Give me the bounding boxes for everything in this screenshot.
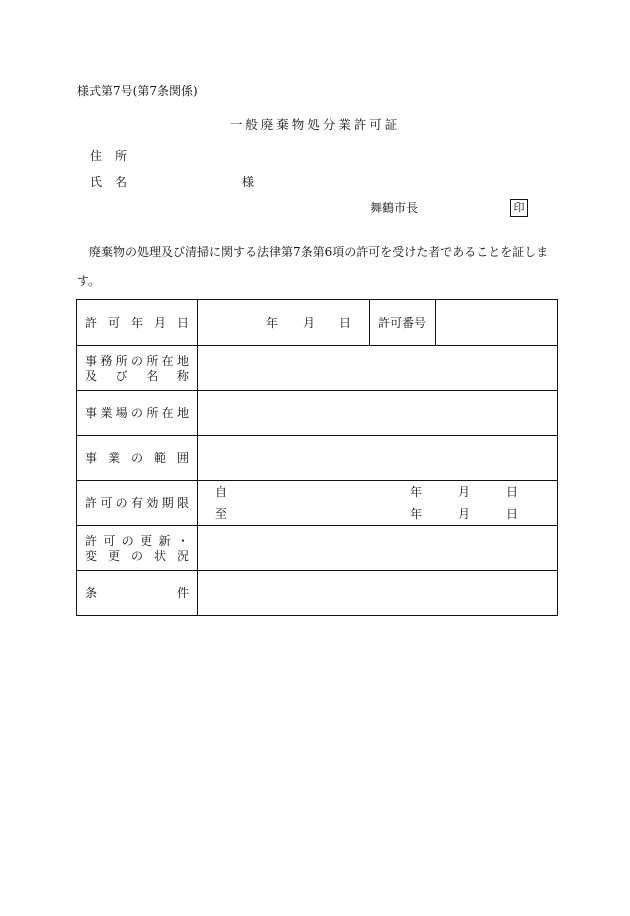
business-scope-label xyxy=(85,451,189,466)
char: 効 xyxy=(146,496,159,510)
char: 可 xyxy=(107,316,120,330)
char: の xyxy=(121,534,134,548)
permit-number-label: 許可番号 xyxy=(378,316,427,330)
address-label: 住所 xyxy=(90,149,141,163)
name-label: 氏名 xyxy=(90,175,141,189)
char: 地 xyxy=(176,354,189,368)
char: 状 xyxy=(153,549,166,563)
char: 事 xyxy=(85,451,98,465)
char: 件 xyxy=(176,586,189,600)
conditions-label xyxy=(85,586,189,601)
validity-from: 自 xyxy=(215,485,228,499)
char: 在 xyxy=(161,406,174,420)
document-title: 一般廃棄物処分業許可証 xyxy=(229,117,401,132)
validity-to-month: 月 xyxy=(458,507,471,521)
form-number: 様式第7号(第7条関係) xyxy=(77,84,198,98)
char: 許 xyxy=(85,496,98,510)
char: の xyxy=(115,496,128,510)
char: 更 xyxy=(140,534,153,548)
seal-box: 印 xyxy=(510,199,528,217)
char: 務 xyxy=(100,354,113,368)
char: 及 xyxy=(85,369,98,383)
char: 業 xyxy=(107,451,120,465)
validity-from-day: 日 xyxy=(506,485,519,499)
site-location-label xyxy=(85,406,189,421)
char: び xyxy=(115,369,128,383)
char: 可 xyxy=(100,496,113,510)
column-divider xyxy=(369,300,370,345)
validity-to-day: 日 xyxy=(506,507,519,521)
row-divider xyxy=(77,435,557,436)
char: 範 xyxy=(153,451,166,465)
permit-table xyxy=(76,299,558,616)
char: 所 xyxy=(146,354,159,368)
date-day: 日 xyxy=(339,316,352,330)
char: 在 xyxy=(161,354,174,368)
char: 地 xyxy=(176,406,189,420)
char: 有 xyxy=(130,496,143,510)
column-divider xyxy=(435,300,436,345)
char: 囲 xyxy=(176,451,189,465)
char: 名 xyxy=(146,369,159,383)
office-location-label-1 xyxy=(85,354,189,369)
validity-to-year: 年 xyxy=(410,507,423,521)
row-divider xyxy=(77,525,557,526)
char: 況 xyxy=(176,549,189,563)
char: 称 xyxy=(176,369,189,383)
char: 月 xyxy=(153,316,166,330)
char: 日 xyxy=(176,316,189,330)
char: 条 xyxy=(85,586,98,600)
validity-label xyxy=(85,496,189,511)
char: ・ xyxy=(176,534,189,548)
date-year: 年 xyxy=(266,316,279,330)
char: 事 xyxy=(85,354,98,368)
char: の xyxy=(130,354,143,368)
char: 可 xyxy=(103,534,116,548)
row-divider xyxy=(77,570,557,571)
honorific: 様 xyxy=(242,175,255,189)
permit-date-label xyxy=(85,316,189,331)
date-month: 月 xyxy=(303,316,316,330)
certification-statement: 廃棄物の処理及び清掃に関する法律第7条第6項の許可を受けた者であることを証します。 xyxy=(77,245,549,288)
issuer-mayor: 舞鶴市長 xyxy=(370,201,419,215)
renewal-label-2 xyxy=(85,549,189,564)
char: 事 xyxy=(85,406,98,420)
validity-from-year: 年 xyxy=(410,485,423,499)
char: 年 xyxy=(130,316,143,330)
row-divider xyxy=(77,480,557,481)
column-divider xyxy=(197,300,198,615)
validity-from-month: 月 xyxy=(458,485,471,499)
char: 所 xyxy=(115,354,128,368)
office-location-label-2 xyxy=(85,369,189,384)
renewal-label-1 xyxy=(85,534,189,549)
char: 限 xyxy=(176,496,189,510)
char: の xyxy=(130,451,143,465)
char: の xyxy=(130,549,143,563)
char: 更 xyxy=(107,549,120,563)
char: の xyxy=(130,406,143,420)
char: 業 xyxy=(100,406,113,420)
char: 期 xyxy=(161,496,174,510)
char: 所 xyxy=(146,406,159,420)
char: 変 xyxy=(85,549,98,563)
row-divider xyxy=(77,390,557,391)
char: 新 xyxy=(158,534,171,548)
char: 場 xyxy=(115,406,128,420)
row-divider xyxy=(77,345,557,346)
char: 許 xyxy=(85,316,98,330)
validity-to: 至 xyxy=(215,507,228,521)
char: 許 xyxy=(85,534,98,548)
